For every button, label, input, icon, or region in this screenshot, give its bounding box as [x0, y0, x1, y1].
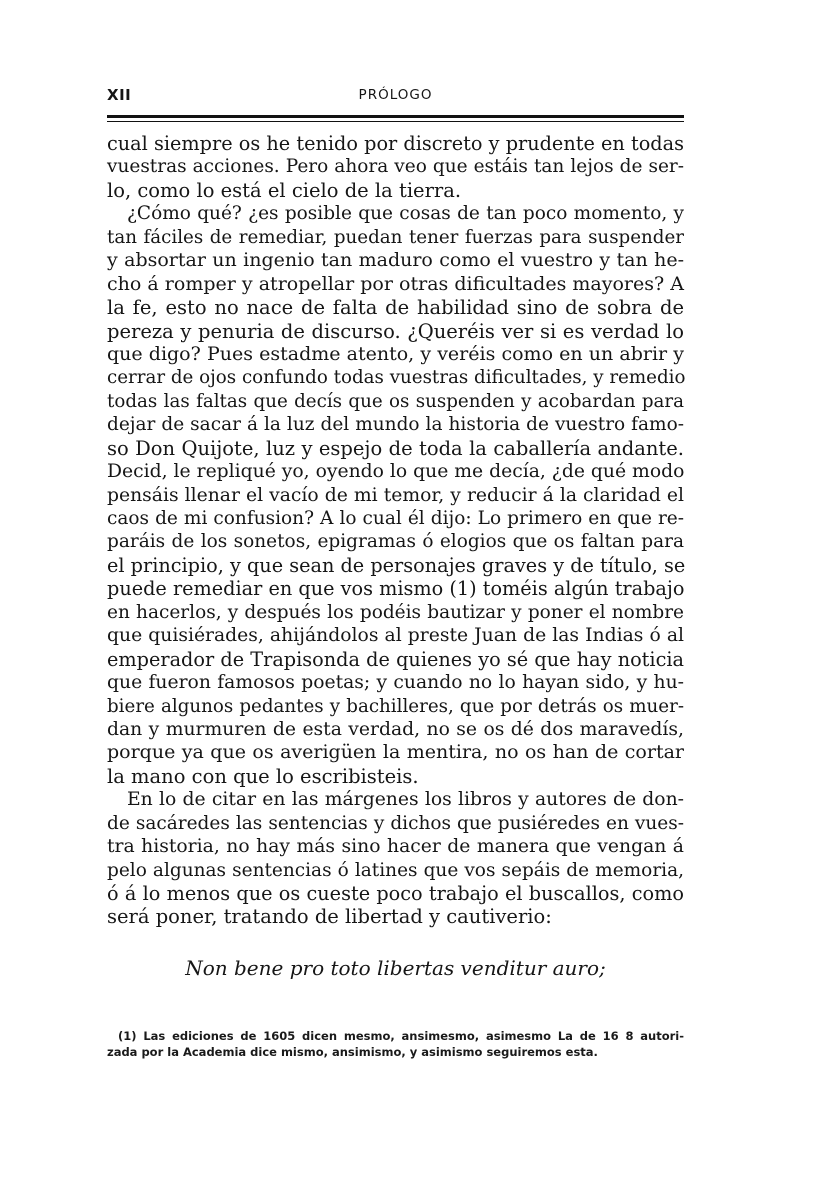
text-line: ó á lo menos que os cueste poco trabajo el buscallos, como [107, 882, 684, 905]
text-line: so Don Quijote, luz y espejo de toda la caballería andante. [107, 436, 684, 460]
text-line: vuestras acciones. Pero ahora veo que estáis tan lejos de ser- [107, 156, 684, 178]
text-line: y absortar un ingenio tan maduro como el vuestro y tan he- [107, 249, 684, 272]
text-line: tra historia, no hay más sino hacer de manera que vengan á [107, 836, 684, 858]
text-line: dan y murmuren de esta verdad, no se os dé dos maravedís, [107, 718, 684, 740]
text-line: En lo de citar en las márgenes los libros y autores de don- [127, 789, 684, 811]
text-line: emperador de Trapisonda de quienes yo sé que hay noticia [107, 647, 684, 671]
text-line: porque ya que os averigüen la mentira, no os han de cortar [107, 741, 684, 764]
text-line: Decid, le repliqué yo, oyendo lo que me decía, ¿de qué modo [107, 461, 685, 483]
text-line: que digo? Pues estadme atento, y veréis como en un abrir y [107, 342, 684, 365]
latin-quote: Non bene pro toto libertas venditur auro; [185, 956, 606, 980]
text-line: en hacerlos, y después los podéis bautizar y poner el nombre [107, 601, 684, 623]
text-line: biere algunos pedantes y bachilleres, que por detrás os muer- [107, 695, 684, 717]
text-line: el principio, y que sean de personajes graves y de título, se [107, 553, 686, 577]
text-line: de sacáredes las sentencias y dichos que pusiéredes en vues- [107, 812, 684, 834]
body-text [107, 132, 684, 929]
footnote-line: zada por la Academia dice mismo, ansimismo, y asimismo seguiremos esta. [107, 1045, 598, 1059]
text-line: cerrar de ojos confundo todas vuestras dificultades, y remedio [107, 367, 686, 389]
text-line: pelo algunas sentencias ó latines que vos sepáis de memoria, [107, 859, 684, 881]
text-line: ¿Cómo qué? ¿es posible que cosas de tan poco momento, y [127, 203, 684, 225]
footnote [107, 1028, 684, 1060]
running-head: PRÓLOGO [358, 87, 433, 103]
page-number: XII [107, 86, 132, 104]
footnote-line: (1) Las ediciones de 1605 dicen mesmo, ansimesmo, asimesmo La de 16 8 autori- [118, 1029, 684, 1043]
text-line: paráis de los sonetos, epigramas ó elogios que os faltan para [107, 531, 684, 553]
text-line: cual siempre os he tenido por discreto y prudente en todas [107, 132, 684, 155]
text-line: que fueron famosos poetas; y cuando no lo hayan sido, y hu- [107, 672, 684, 694]
text-line: que quisiérades, ahijándolos al preste Juan de las Indias ó al [107, 625, 684, 647]
text-line: caos de mi confusion? A lo cual él dijo: Lo primero en que re- [107, 508, 684, 529]
text-line: dejar de sacar á la luz del mundo la historia de vuestro famo- [107, 414, 684, 436]
text-line: cho á romper y atropellar por otras dificultades mayores? A [107, 272, 684, 295]
text-line: pereza y penuria de discurso. ¿Queréis ver si es verdad lo [107, 319, 684, 343]
text-line: la mano con que lo escribisteis. [107, 764, 419, 788]
text-line: todas las faltas que decís que os suspenden y acobardan para [107, 390, 684, 412]
header-rule-thick [107, 115, 684, 118]
text-line: tan fáciles de remediar, puedan tener fuerzas para suspender [107, 226, 684, 248]
page-header [107, 86, 684, 108]
text-line: la fe, esto no nace de falta de habilidad sino de sobra de [107, 296, 684, 320]
text-line: puede remediar en que vos mismo (1) toméis algún trabajo [107, 577, 685, 601]
text-line: lo, como lo está el cielo de la tierra. [107, 178, 462, 202]
text-line: pensáis llenar el vacío de mi temor, y reducir á la claridad el [107, 484, 684, 506]
header-rule-thin [107, 121, 684, 122]
text-line: será poner, tratando de libertad y cautiverio: [107, 905, 552, 929]
